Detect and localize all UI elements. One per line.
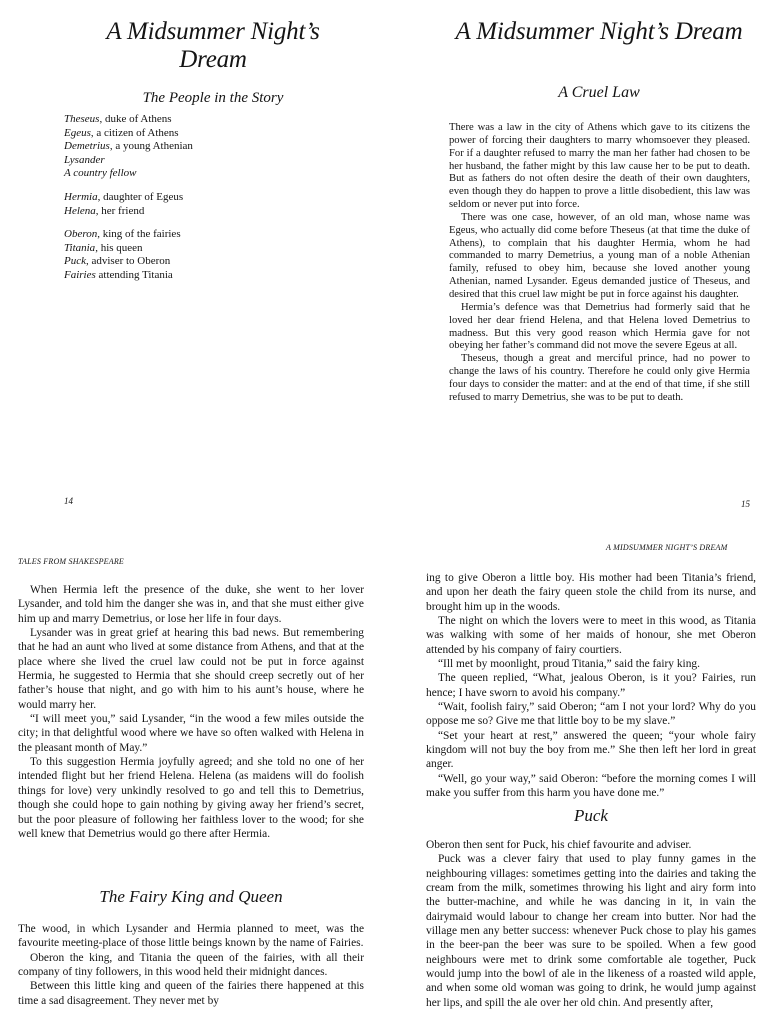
- page-15: [384, 0, 768, 520]
- character-name: Oberon: [64, 228, 98, 241]
- paragraph: Oberon then sent for Puck, his chief favourite and adviser.: [426, 839, 692, 851]
- character-description: attending Titania: [95, 268, 173, 281]
- character-name: Puck: [64, 255, 86, 268]
- cast-entry: [64, 205, 364, 219]
- cast-group: [64, 113, 364, 181]
- section-heading: Puck: [574, 806, 608, 825]
- paragraph: There was a law in the city of Athens which gave to its citizens the power of forcing their daughters to marry whomsoever they pleased. For if a daughter refused to marry the man her father had chosen to be her husband, the father might by this law cause her to be put to death. But as fathers do not often desire the death of their own daughters, even though they do happen to prove a little disobedient, this law was seldom or never put into force.: [449, 122, 750, 211]
- character-name: Lysander: [64, 153, 105, 166]
- character-description: , a young Athenian: [109, 140, 193, 153]
- section-subtitle: A Cruel Law: [558, 84, 640, 101]
- section-heading: The Fairy King and Queen: [99, 887, 283, 906]
- character-name: Egeus: [64, 126, 91, 139]
- paragraph: “I will meet you,” said Lysander, “in the wood a few miles outside the city; in that delightful wood where we have so often walked with Helena in the pleasant month of May.”: [18, 713, 364, 754]
- cast-entry: [64, 269, 364, 283]
- character-description: , duke of Athens: [99, 113, 172, 125]
- cast-entry: [64, 154, 364, 168]
- character-name: Titania: [64, 241, 96, 254]
- character-name: Helena: [64, 204, 96, 217]
- paragraph: Oberon the king, and Titania the queen of the fairies, with all their company of tiny followers, in this wood held their midnight dances.: [18, 951, 364, 979]
- page-title: A Midsummer Night’s Dream: [455, 18, 743, 45]
- running-head: A MIDSUMMER NIGHT’S DREAM: [606, 543, 728, 552]
- paragraph: The queen replied, “What, jealous Oberon, is it you? Fairies, run hence; I have sworn to avoid his company.”: [426, 672, 756, 699]
- character-name: A country fellow: [64, 167, 137, 180]
- cast-entry: [64, 140, 364, 154]
- body-text: [18, 922, 364, 1008]
- paragraph: When Hermia left the presence of the duke, she went to her lover Lysander, and told him the danger she was in, and that she must either give him up and marry Demetrius, or lose her life in four days.: [18, 584, 364, 625]
- character-description: , his queen: [95, 241, 143, 254]
- character-name: Theseus: [64, 113, 100, 125]
- page-number: 15: [741, 499, 750, 509]
- page-17: [384, 520, 768, 1024]
- character-description: , adviser to Oberon: [85, 255, 171, 268]
- character-description: , daughter of Egeus: [97, 190, 184, 203]
- cast-entry: [64, 127, 364, 141]
- character-description: , a citizen of Athens: [90, 126, 179, 139]
- page-14: [0, 0, 384, 520]
- cast-entry: [64, 167, 364, 181]
- cast-entry: [64, 191, 364, 205]
- cast-entry: [64, 255, 364, 269]
- paragraph: Lysander was in great grief at hearing this bad news. But remembering that he had an aunt who lived at some distance from Athens, and that at the place where she lived the cruel law could not be put in force against Hermia, he suggested to Hermia that she should creep secretly out of her father’s house that night, and go with him to his aunt’s house, where he would marry her.: [18, 627, 364, 711]
- body-text: [426, 571, 756, 801]
- character-name: Fairies: [64, 268, 96, 281]
- paragraph: Hermia’s defence was that Demetrius had formerly said that he loved her dear friend Helena, and that Helena loved Demetrius to madness. But this very good reason which Hermia gave for not obeying her father’s command did not move the severe Egeus at all.: [449, 301, 750, 352]
- paragraph: Between this little king and queen of the fairies there happened at this time a sad disagreement. They never met by: [18, 980, 364, 1007]
- cast-list: [64, 113, 364, 293]
- paragraph: “Set your heart at rest,” answered the queen; “your whole fairy kingdom will not buy the boy from me.” She then left her lord in great anger.: [426, 729, 756, 771]
- cast-entry: [64, 228, 364, 242]
- character-description: , king of the fairies: [97, 228, 181, 241]
- body-text: [449, 122, 750, 405]
- paragraph: The wood, in which Lysander and Hermia planned to meet, was the favourite meeting-place of those little beings known by the name of Fairies.: [18, 923, 364, 950]
- page-number: 14: [64, 496, 73, 506]
- body-text: [426, 838, 756, 1010]
- running-head: TALES FROM SHAKESPEARE: [18, 557, 125, 566]
- character-description: , her friend: [95, 204, 145, 217]
- paragraph: The night on which the lovers were to meet in this wood, as Titania was walking with some of her maids of honour, she met Oberon attended by his company of fairy courtiers.: [426, 615, 756, 656]
- paragraph: Theseus, though a great and merciful prince, had no power to change the laws of his country. Therefore he could only give Hermia four days to consider the matter: and at the end of that time, if she still refused to marry Demetrius, she was to be put to death.: [449, 353, 750, 403]
- paragraph: To this suggestion Hermia joyfully agreed; and she told no one of her intended flight but her friend Helena. Helena (as maidens will do foolish things for love) very unkindly resolved to go and tell this to Demetrius, though she could hope to gain nothing by giving away her friend’s secret, but the poor pleasure of following her faithless lover to the wood; for she well knew that Demetrius would go there after Hermia.: [18, 756, 364, 840]
- cast-entry: [64, 242, 364, 256]
- paragraph: ing to give Oberon a little boy. His mother had been Titania’s friend, and upon her death the fairy queen stole the child from its nurse, and brought him up in the woods.: [426, 572, 756, 613]
- body-text: [18, 583, 364, 841]
- paragraph: There was one case, however, of an old man, whose name was Egeus, who actually did come before Theseus (at that time the duke of Athens), to complain that his daughter Hermia, whom he had commanded to marry Demetrius, a young man of a noble Athenian family, refused to obey him, because she loved another young Athenian, named Lysander. Egeus demanded justice of Theseus, and desired that this cruel law might be put in force against his daughter.: [449, 211, 750, 300]
- character-name: Demetrius: [64, 140, 110, 153]
- character-name: Hermia: [64, 190, 98, 203]
- section-subtitle: The People in the Story: [142, 90, 284, 106]
- paragraph: “Wait, foolish fairy,” said Oberon; “am I not your lord? Why do you oppose me so? Give me that little boy to be my slave.”: [426, 701, 756, 728]
- page-16: [0, 520, 384, 1024]
- paragraph: “Well, go your way,” said Oberon: “before the morning comes I will make you suffer from this harm you have done me.”: [426, 772, 756, 800]
- paragraph: Puck was a clever fairy that used to play funny games in the neighbouring villages: sometimes getting into the dairies and taking the cream from the milk, sometimes throwing his light and airy form into the butter-machine, and while he was dancing in it, in vain the dairymaid would labour to change her cream into butter. Nor had the village men any better success: whenever Puck chose to play his games in the beer-pan the beer was sure to be spoiled. When a few good neighbours were met to drink some comfortable ale together, Puck would jump into the bowl of ale in the likeness of a roasted wild apple, and when some old woman was going to drink, he would jump against her lips, and spill the ale over her old chin. And presently after,: [426, 853, 756, 1009]
- paragraph: “Ill met by moonlight, proud Titania,” said the fairy king.: [438, 658, 700, 671]
- cast-entry: [64, 113, 364, 127]
- cast-group: [64, 228, 364, 282]
- cast-group: [64, 191, 364, 218]
- page-title: A Midsummer Night’s Dream: [106, 18, 320, 73]
